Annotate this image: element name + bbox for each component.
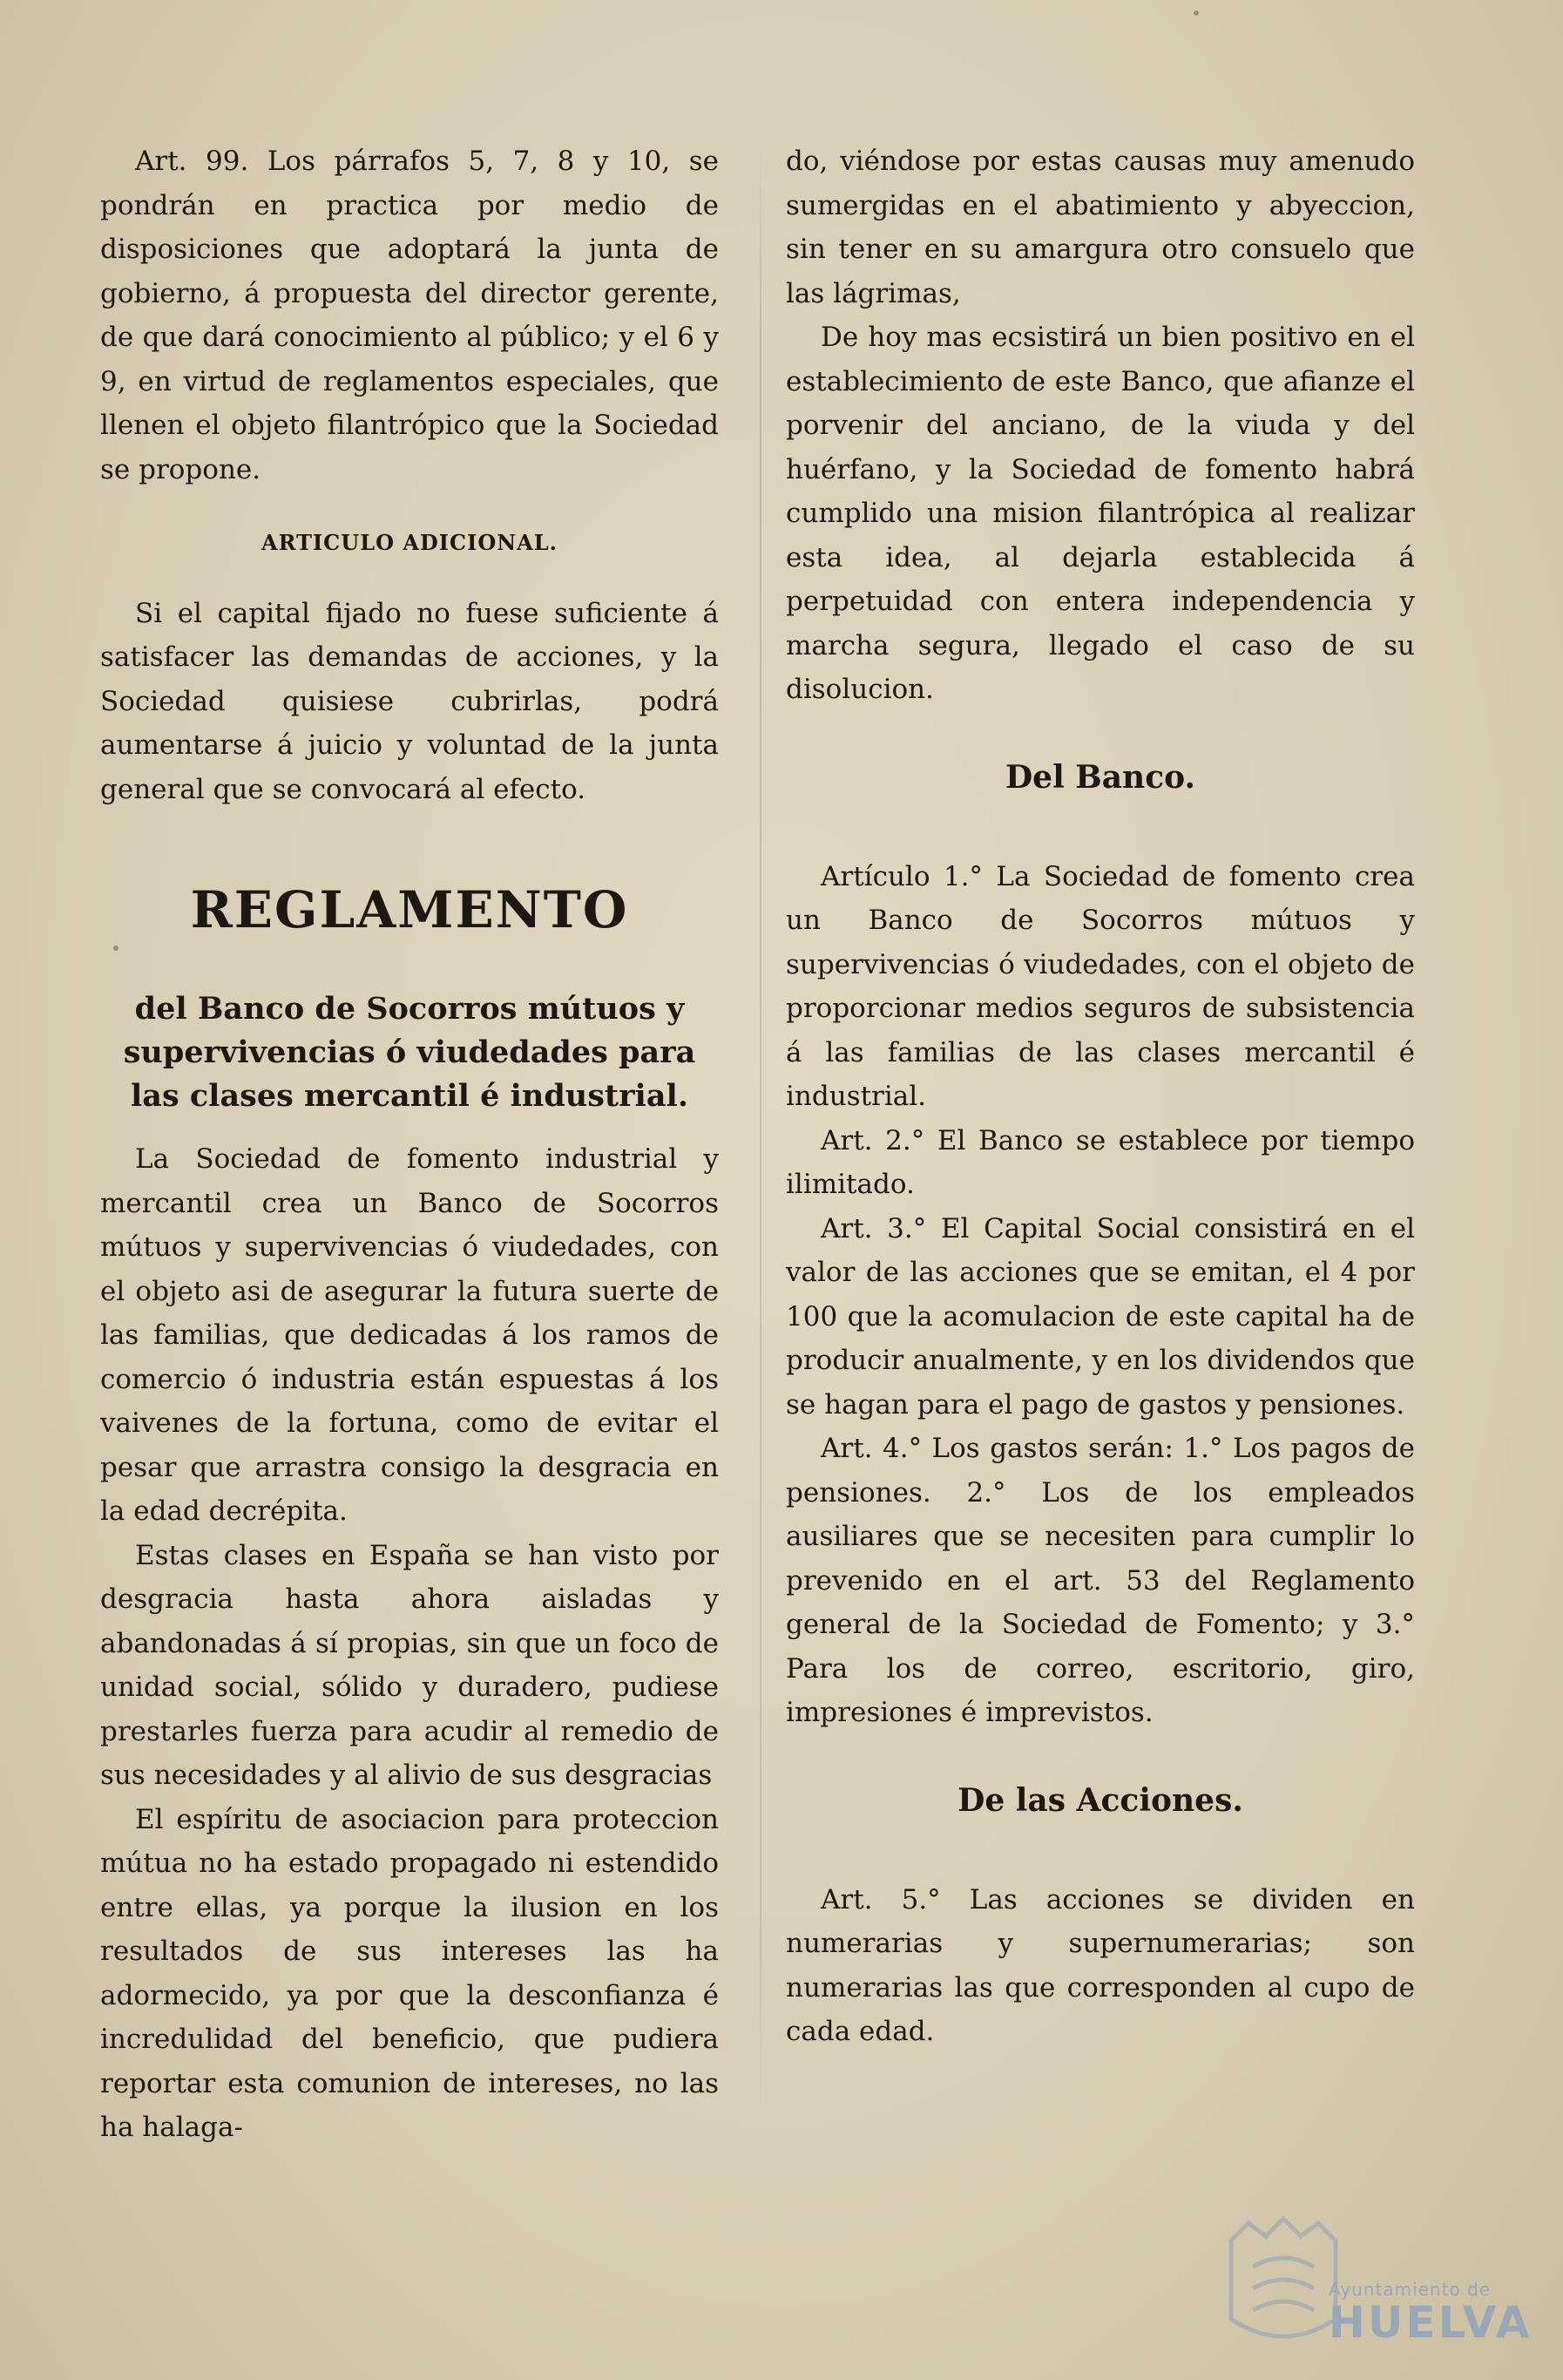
watermark-line-1: Ayuntamiento de bbox=[1329, 2279, 1492, 2300]
heading-articulo-adicional: ARTICULO ADICIONAL. bbox=[260, 530, 558, 555]
watermark-text bbox=[1329, 2279, 1533, 2348]
intro-paragraph-4: De hoy mas ecsistirá un bien positivo en el establecimiento de este Banco, que afianze el porvenir del anciano, de la viuda y del huérfano, y la Sociedad de fomento habrá cumplido una mision filantrópica al realizar esta idea, al dejarla establecida á perpetuidad con entera independencia y marcha segura, llegado el caso de su disolucion. bbox=[786, 322, 1415, 705]
paper-speck bbox=[1194, 10, 1199, 16]
intro-paragraph-2: Estas clases en España se han visto por desgracia hasta ahora aisladas y abandonadas á sí propias, sin que un foco de unidad social, sólido y duradero, pudiese prestarles fuerza para acudir al remedio de sus necesidades y al alivio de sus desgracias bbox=[100, 1539, 719, 1791]
paper-speck bbox=[113, 946, 118, 951]
heading-del-banco: Del Banco. bbox=[1005, 758, 1196, 796]
reglamento-title: REGLAMENTO bbox=[190, 880, 629, 939]
intro-paragraph-3: El espíritu de asociacion para proteccion mútua no ha estado propagado ni estendido entre ellas, ya porque la ilusion en los resultados de sus intereses las ha adormecido, ya por que la desconfianza é incredulidad del beneficio, que pudiera reportar esta comunion de intereses, no las ha halaga- bbox=[100, 1803, 719, 2143]
article-2: Art. 2.° El Banco se establece por tiempo ilimitado. bbox=[786, 1124, 1415, 1200]
left-column bbox=[100, 139, 719, 2150]
article-3: Art. 3.° El Capital Social consistirá en el valor de las acciones que se emitan, el 4 por 100 que la acomulacion de este capital ha de producir anualmente, y en los dividendos que se hagan para el pago de gastos y pensiones. bbox=[786, 1212, 1415, 1421]
right-column bbox=[786, 139, 1415, 2054]
column-divider bbox=[760, 148, 761, 2118]
reglamento-subtitle: del Banco de Socorros mútuos y supervivencias ó viudedades para las clases mercantil é industrial. bbox=[123, 991, 696, 1114]
additional-article-text: Si el capital fijado no fuese suficiente á satisfacer las demandas de acciones, y la Sociedad quisiese cubrirlas, podrá aumentarse á juicio y voluntad de la junta general que se convocará al efecto. bbox=[100, 597, 719, 805]
intro-paragraph-1: La Sociedad de fomento industrial y mercantil crea un Banco de Socorros mútuos y supervivencias ó viudedades, con el objeto asi de asegurar la futura suerte de las familias, que dedicadas á los ramos de comercio ó industria están espuestas á los vaivenes de la fortuna, como de evitar el pesar que arrastra consigo la desgracia en la edad decrépita. bbox=[100, 1143, 719, 1527]
article-1: Artículo 1.° La Sociedad de fomento crea un Banco de Socorros mútuos y supervivencias ó viudedades, con el objeto de proporcionar medios seguros de subsistencia á las familias de las clases mercantil é industrial. bbox=[786, 860, 1415, 1112]
article-99: Art. 99. Los párrafos 5, 7, 8 y 10, se pondrán en practica por medio de disposiciones que adoptará la junta de gobierno, á propuesta del director gerente, de que dará conocimiento al público; y el 6 y 9, en virtud de reglamentos especiales, que llenen el objeto filantrópico que la Sociedad se propone. bbox=[100, 146, 719, 485]
article-5: Art. 5.° Las acciones se dividen en numerarias y supernumerarias; son numerarias las que corresponden al cupo de cada edad. bbox=[786, 1883, 1415, 2047]
intro-continuation: do, viéndose por estas causas muy amenudo sumergidas en el abatimiento y abyeccion, sin tener en su amargura otro consuelo que las lágrimas, bbox=[786, 146, 1415, 309]
watermark-line-2: HUELVA bbox=[1329, 2297, 1533, 2348]
heading-de-las-acciones: De las Acciones. bbox=[957, 1781, 1243, 1819]
article-4: Art. 4.° Los gastos serán: 1.° Los pagos de pensiones. 2.° Los de los empleados ausiliares que se necesiten para cumplir lo prevenido en el art. 53 del Reglamento general de la Sociedad de Fomento; y 3.° Para los de correo, escritorio, giro, impresiones é imprevistos. bbox=[786, 1433, 1415, 1728]
